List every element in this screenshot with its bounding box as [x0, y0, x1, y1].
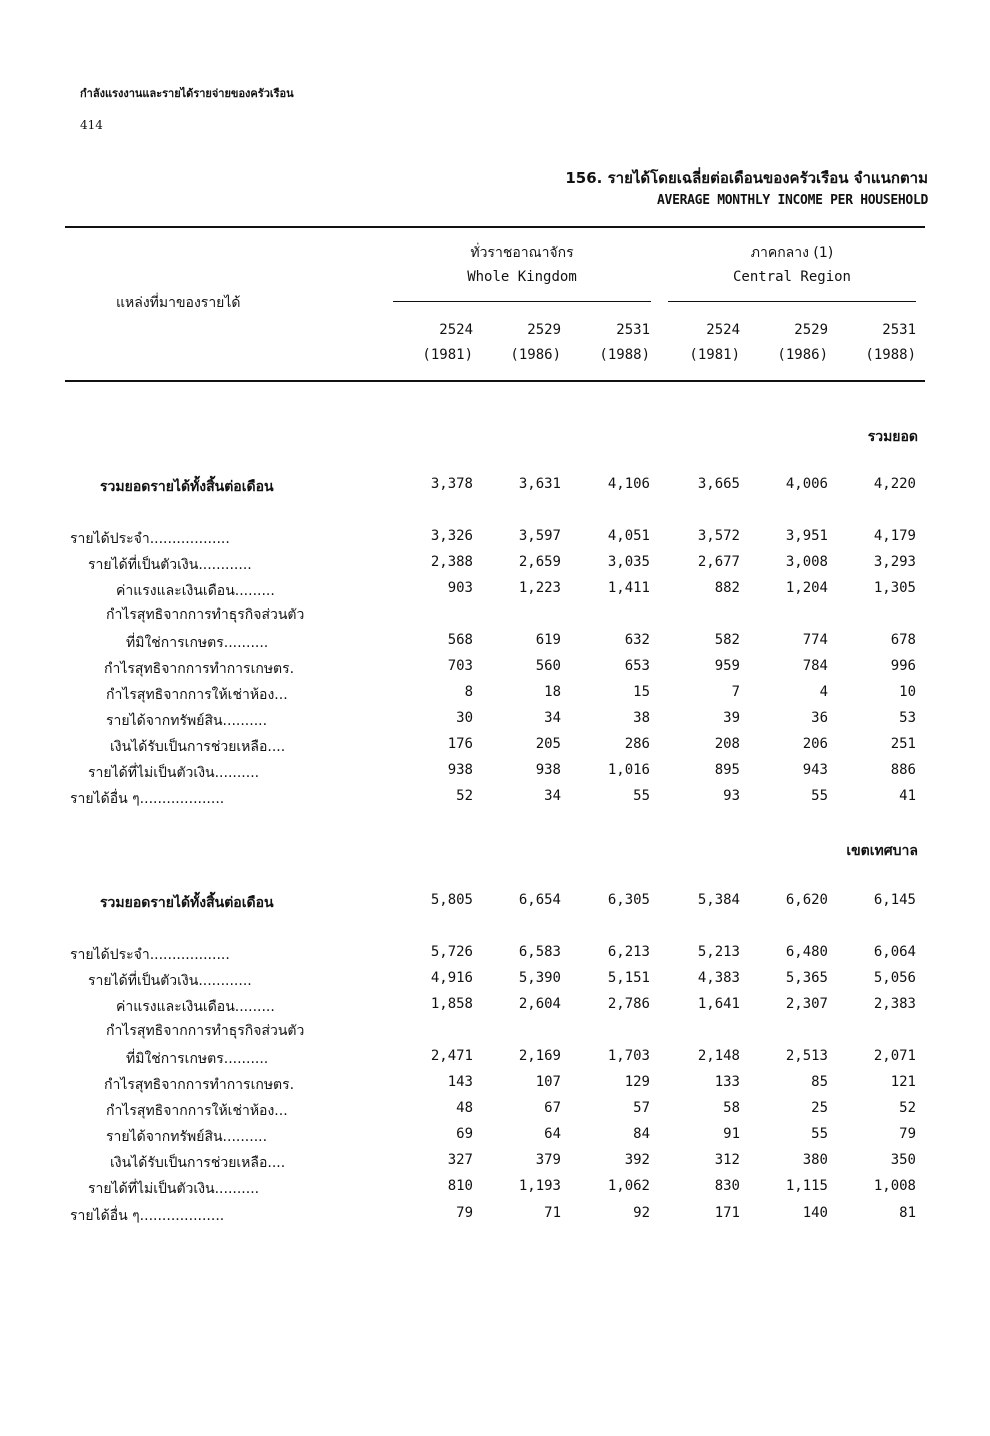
table-cell: 2,471	[430, 1048, 473, 1064]
table-cell: 52	[899, 1100, 916, 1116]
table-row	[0, 1205, 990, 1227]
table-cell: 895	[714, 762, 740, 778]
table-cell: 6,064	[873, 944, 916, 960]
table-title-english: AVERAGE MONTHLY INCOME PER HOUSEHOLD	[657, 193, 928, 208]
year-ce: (1988)	[865, 347, 916, 363]
table-cell: 4,179	[873, 528, 916, 544]
table-cell: 4,106	[607, 476, 650, 492]
table-cell: 379	[535, 1152, 561, 1168]
row-label: รวมยอดรายได้ทั้งสิ้นต่อเดือน	[100, 479, 274, 495]
group-header-central-region	[668, 241, 916, 289]
table-cell: 830	[714, 1178, 740, 1194]
table-cell: 3,951	[785, 528, 828, 544]
table-cell: 2,659	[518, 554, 561, 570]
table-cell: 3,665	[697, 476, 740, 492]
table-cell: 568	[447, 632, 473, 648]
year-header	[836, 318, 916, 368]
table-cell: 678	[890, 632, 916, 648]
table-cell: 5,365	[785, 970, 828, 986]
table-cell: 55	[811, 1126, 828, 1142]
table-cell: 392	[624, 1152, 650, 1168]
table-cell: 327	[447, 1152, 473, 1168]
table-cell: 4,220	[873, 476, 916, 492]
year-ce: (1986)	[777, 347, 828, 363]
table-row	[0, 1152, 990, 1174]
table-cell: 36	[811, 710, 828, 726]
table-cell: 286	[624, 736, 650, 752]
table-cell: 7	[731, 684, 740, 700]
stub-header: แหล่งที่มาของรายได้	[116, 295, 241, 311]
table-cell: 208	[714, 736, 740, 752]
table-cell: 2,513	[785, 1048, 828, 1064]
table-cell: 938	[535, 762, 561, 778]
table-cell: 6,145	[873, 892, 916, 908]
row-label: เงินได้รับเป็นการช่วยเหลือ....	[110, 1155, 286, 1171]
table-cell: 53	[899, 710, 916, 726]
row-label: กำไรสุทธิจากการทำการเกษตร.	[104, 661, 295, 677]
table-cell: 312	[714, 1152, 740, 1168]
year-be: 2529	[527, 322, 561, 338]
header-bottom-rule	[65, 380, 925, 382]
table-cell: 30	[456, 710, 473, 726]
row-label: รายได้ที่ไม่เป็นตัวเงิน..........	[88, 765, 260, 781]
year-ce: (1981)	[422, 347, 473, 363]
table-cell: 176	[447, 736, 473, 752]
row-label: กำไรสุทธิจากการให้เช่าห้อง...	[106, 687, 288, 703]
section-label: เขตเทศบาล	[846, 843, 918, 859]
table-title-thai: 156. รายได้โดยเฉลี่ยต่อเดือนของครัวเรือน จำแนกตาม	[565, 169, 928, 187]
table-cell: 3,008	[785, 554, 828, 570]
row-label: รายได้อื่น ๆ...................	[70, 1208, 225, 1224]
table-row	[0, 684, 990, 706]
table-cell: 69	[456, 1126, 473, 1142]
group-header-english: Central Region	[732, 269, 851, 285]
table-cell: 4	[819, 684, 828, 700]
table-row	[0, 1020, 990, 1042]
year-be: 2531	[882, 322, 916, 338]
year-ce: (1988)	[599, 347, 650, 363]
table-cell: 903	[447, 580, 473, 596]
table-row	[0, 1178, 990, 1200]
table-cell: 1,703	[607, 1048, 650, 1064]
table-cell: 133	[714, 1074, 740, 1090]
row-label: กำไรสุทธิจากการทำการเกษตร.	[104, 1077, 295, 1093]
row-label: รายได้ที่ไม่เป็นตัวเงิน..........	[88, 1181, 260, 1197]
table-cell: 6,620	[785, 892, 828, 908]
table-cell: 3,293	[873, 554, 916, 570]
table-row	[0, 1074, 990, 1096]
table-cell: 4,051	[607, 528, 650, 544]
table-row	[0, 658, 990, 680]
table-cell: 943	[802, 762, 828, 778]
table-cell: 39	[723, 710, 740, 726]
year-ce: (1981)	[689, 347, 740, 363]
table-cell: 1,305	[873, 580, 916, 596]
year-header	[393, 318, 473, 368]
table-cell: 882	[714, 580, 740, 596]
table-row	[0, 996, 990, 1018]
table-row	[0, 580, 990, 602]
table-cell: 5,390	[518, 970, 561, 986]
table-cell: 171	[714, 1205, 740, 1221]
year-be: 2529	[794, 322, 828, 338]
table-cell: 5,151	[607, 970, 650, 986]
table-cell: 10	[899, 684, 916, 700]
table-cell: 3,631	[518, 476, 561, 492]
table-cell: 560	[535, 658, 561, 674]
year-header	[481, 318, 561, 368]
running-head: กำลังแรงงานและรายได้รายจ่ายของครัวเรือน	[80, 87, 294, 100]
table-cell: 582	[714, 632, 740, 648]
table-row	[0, 528, 990, 550]
table-row	[0, 1048, 990, 1070]
table-cell: 3,378	[430, 476, 473, 492]
table-cell: 18	[544, 684, 561, 700]
row-label: รายได้จากทรัพย์สิน..........	[106, 713, 268, 729]
table-cell: 350	[890, 1152, 916, 1168]
year-header	[748, 318, 828, 368]
table-cell: 619	[535, 632, 561, 648]
table-cell: 52	[456, 788, 473, 804]
row-label: ค่าแรงและเงินเดือน.........	[116, 583, 275, 599]
table-cell: 6,213	[607, 944, 650, 960]
group-header-thai: ทั่วราชอาณาจักร	[470, 245, 574, 261]
table-cell: 1,204	[785, 580, 828, 596]
table-cell: 1,641	[697, 996, 740, 1012]
group-rule-central-region	[668, 301, 916, 302]
table-cell: 4,006	[785, 476, 828, 492]
table-cell: 6,305	[607, 892, 650, 908]
row-label: กำไรสุทธิจากการทำธุรกิจส่วนตัว	[106, 1023, 305, 1039]
table-cell: 5,384	[697, 892, 740, 908]
table-cell: 129	[624, 1074, 650, 1090]
table-cell: 5,726	[430, 944, 473, 960]
table-cell: 55	[811, 788, 828, 804]
row-label: รายได้ประจำ..................	[70, 947, 230, 963]
table-cell: 93	[723, 788, 740, 804]
row-label: เงินได้รับเป็นการช่วยเหลือ....	[110, 739, 286, 755]
table-cell: 959	[714, 658, 740, 674]
table-cell: 2,383	[873, 996, 916, 1012]
table-cell: 653	[624, 658, 650, 674]
table-cell: 938	[447, 762, 473, 778]
table-cell: 2,169	[518, 1048, 561, 1064]
group-rule-whole-kingdom	[393, 301, 651, 302]
row-label: รายได้ที่เป็นตัวเงิน............	[88, 973, 252, 989]
table-cell: 6,654	[518, 892, 561, 908]
row-label: รายได้อื่น ๆ...................	[70, 791, 225, 807]
table-cell: 55	[633, 788, 650, 804]
table-cell: 205	[535, 736, 561, 752]
table-row	[0, 788, 990, 810]
table-cell: 6,583	[518, 944, 561, 960]
table-cell: 79	[899, 1126, 916, 1142]
table-cell: 107	[535, 1074, 561, 1090]
table-cell: 5,056	[873, 970, 916, 986]
table-cell: 67	[544, 1100, 561, 1116]
table-cell: 3,035	[607, 554, 650, 570]
group-header-thai: ภาคกลาง (1)	[750, 245, 834, 261]
table-row	[0, 632, 990, 654]
row-label: รายได้ประจำ..................	[70, 531, 230, 547]
table-cell: 1,062	[607, 1178, 650, 1194]
row-label: ค่าแรงและเงินเดือน.........	[116, 999, 275, 1015]
table-cell: 15	[633, 684, 650, 700]
year-be: 2531	[616, 322, 650, 338]
year-header	[570, 318, 650, 368]
table-cell: 1,008	[873, 1178, 916, 1194]
table-cell: 41	[899, 788, 916, 804]
section-label: รวมยอด	[867, 429, 918, 445]
row-label: ที่มิใช่การเกษตร..........	[126, 635, 269, 651]
table-cell: 58	[723, 1100, 740, 1116]
table-cell: 3,326	[430, 528, 473, 544]
row-label: กำไรสุทธิจากการทำธุรกิจส่วนตัว	[106, 607, 305, 623]
table-cell: 886	[890, 762, 916, 778]
table-cell: 25	[811, 1100, 828, 1116]
table-cell: 48	[456, 1100, 473, 1116]
table-cell: 2,677	[697, 554, 740, 570]
table-cell: 2,071	[873, 1048, 916, 1064]
table-cell: 85	[811, 1074, 828, 1090]
table-cell: 1,223	[518, 580, 561, 596]
table-cell: 4,916	[430, 970, 473, 986]
table-row	[0, 970, 990, 992]
row-label: ที่มิใช่การเกษตร..........	[126, 1051, 269, 1067]
table-cell: 143	[447, 1074, 473, 1090]
table-cell: 38	[633, 710, 650, 726]
table-cell: 81	[899, 1205, 916, 1221]
group-header-english: Whole Kingdom	[467, 269, 577, 285]
table-cell: 810	[447, 1178, 473, 1194]
table-cell: 251	[890, 736, 916, 752]
table-cell: 703	[447, 658, 473, 674]
table-top-rule	[65, 226, 925, 228]
table-row	[0, 736, 990, 758]
table-row	[0, 1100, 990, 1122]
year-header	[660, 318, 740, 368]
table-cell: 2,388	[430, 554, 473, 570]
table-cell: 71	[544, 1205, 561, 1221]
table-cell: 1,016	[607, 762, 650, 778]
table-cell: 84	[633, 1126, 650, 1142]
year-be: 2524	[706, 322, 740, 338]
table-cell: 2,307	[785, 996, 828, 1012]
table-cell: 2,148	[697, 1048, 740, 1064]
table-cell: 3,572	[697, 528, 740, 544]
table-cell: 1,115	[785, 1178, 828, 1194]
table-row	[0, 604, 990, 626]
row-label: รายได้ที่เป็นตัวเงิน............	[88, 557, 252, 573]
table-cell: 2,786	[607, 996, 650, 1012]
table-row	[0, 1126, 990, 1148]
table-cell: 6,480	[785, 944, 828, 960]
row-label: กำไรสุทธิจากการให้เช่าห้อง...	[106, 1103, 288, 1119]
table-cell: 8	[464, 684, 473, 700]
table-cell: 34	[544, 788, 561, 804]
table-cell: 140	[802, 1205, 828, 1221]
table-row	[0, 710, 990, 732]
table-cell: 380	[802, 1152, 828, 1168]
table-cell: 784	[802, 658, 828, 674]
table-cell: 1,193	[518, 1178, 561, 1194]
table-cell: 632	[624, 632, 650, 648]
table-cell: 91	[723, 1126, 740, 1142]
page-number: 414	[80, 118, 103, 132]
table-cell: 57	[633, 1100, 650, 1116]
table-row	[0, 944, 990, 966]
table-cell: 2,604	[518, 996, 561, 1012]
year-ce: (1986)	[510, 347, 561, 363]
table-cell: 996	[890, 658, 916, 674]
table-cell: 121	[890, 1074, 916, 1090]
table-cell: 34	[544, 710, 561, 726]
table-row	[0, 762, 990, 784]
table-cell: 79	[456, 1205, 473, 1221]
table-row	[0, 554, 990, 576]
table-cell: 774	[802, 632, 828, 648]
table-cell: 206	[802, 736, 828, 752]
table-cell: 5,213	[697, 944, 740, 960]
row-label: รายได้จากทรัพย์สิน..........	[106, 1129, 268, 1145]
table-cell: 64	[544, 1126, 561, 1142]
table-cell: 3,597	[518, 528, 561, 544]
table-row	[0, 892, 990, 914]
table-cell: 1,858	[430, 996, 473, 1012]
table-cell: 5,805	[430, 892, 473, 908]
table-cell: 4,383	[697, 970, 740, 986]
group-header-whole-kingdom	[393, 241, 651, 289]
table-cell: 1,411	[607, 580, 650, 596]
table-cell: 92	[633, 1205, 650, 1221]
row-label: รวมยอดรายได้ทั้งสิ้นต่อเดือน	[100, 895, 274, 911]
year-be: 2524	[439, 322, 473, 338]
table-row	[0, 476, 990, 498]
